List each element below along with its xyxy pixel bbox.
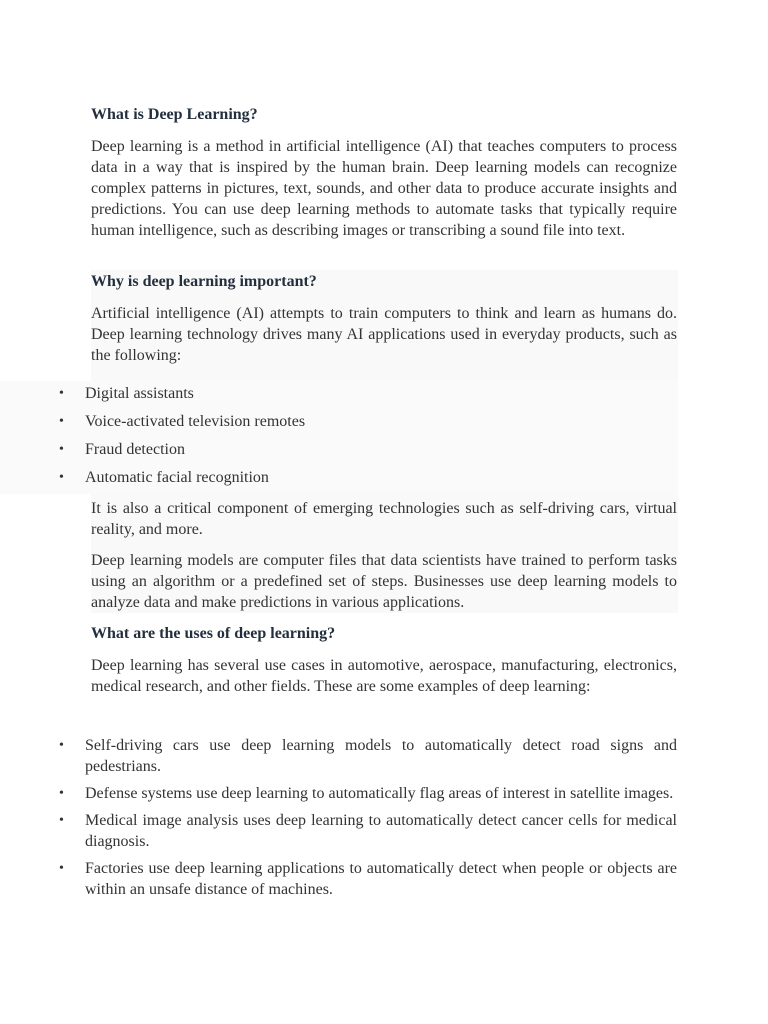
list-item: • Defense systems use deep learning to automatically flag areas of interest in satellite images. — [59, 785, 674, 802]
bullet-icon: • — [59, 861, 64, 876]
section-heading-what-is: What is Deep Learning? — [91, 106, 258, 123]
list-item: • Factories use deep learning applications to automatically detect when people or objects are within an unsafe distance of machines. — [59, 860, 677, 898]
section-paragraph-what-is: Deep learning is a method in artificial intelligence (AI) that teaches computers to process data in a way that is inspired by the human brain. Deep learning models can recognize complex patterns in pictures, text, sounds, and other data to produce accurate insights and predictions. You can use deep learning methods to automate tasks that typically require human intelligence, such as describing images or transcribing a sound file into text. — [91, 138, 677, 239]
list-item: • Digital assistants — [59, 385, 194, 402]
section-heading-uses: What are the uses of deep learning? — [91, 625, 336, 642]
section-paragraph-why-important: Artificial intelligence (AI) attempts to train computers to think and learn as humans do. Deep learning technology drives many AI applications used in everyday products, such as the following: — [91, 305, 677, 364]
section-paragraph-critical-component: It is also a critical component of emerging technologies such as self-driving cars, virtual reality, and more. — [91, 500, 677, 538]
list-item: • Fraud detection — [59, 441, 185, 458]
bullet-icon: • — [59, 813, 64, 828]
section-heading-why-important: Why is deep learning important? — [91, 273, 317, 290]
list-item: • Self-driving cars use deep learning models to automatically detect road signs and pedestrians. — [59, 737, 677, 775]
bullet-icon: • — [59, 442, 64, 457]
list-item: • Medical image analysis uses deep learning to automatically detect cancer cells for medical diagnosis. — [59, 812, 677, 850]
uses-list — [0, 735, 677, 906]
bullet-icon: • — [59, 738, 64, 753]
section-paragraph-uses: Deep learning has several use cases in automotive, aerospace, manufacturing, electronics, medical research, and other fields. These are some examples of deep learning: — [91, 657, 677, 695]
list-item: • Voice-activated television remotes — [59, 413, 306, 430]
bullet-icon: • — [59, 786, 64, 801]
important-list — [0, 383, 677, 495]
bullet-icon: • — [59, 414, 64, 429]
section-paragraph-models: Deep learning models are computer files that data scientists have trained to perform tasks using an algorithm or a predefined set of steps. Businesses use deep learning models to analyze data and make predictions in various applications. — [91, 552, 677, 611]
list-item: • Automatic facial recognition — [59, 469, 269, 486]
bullet-icon: • — [59, 386, 64, 401]
bullet-icon: • — [59, 470, 64, 485]
